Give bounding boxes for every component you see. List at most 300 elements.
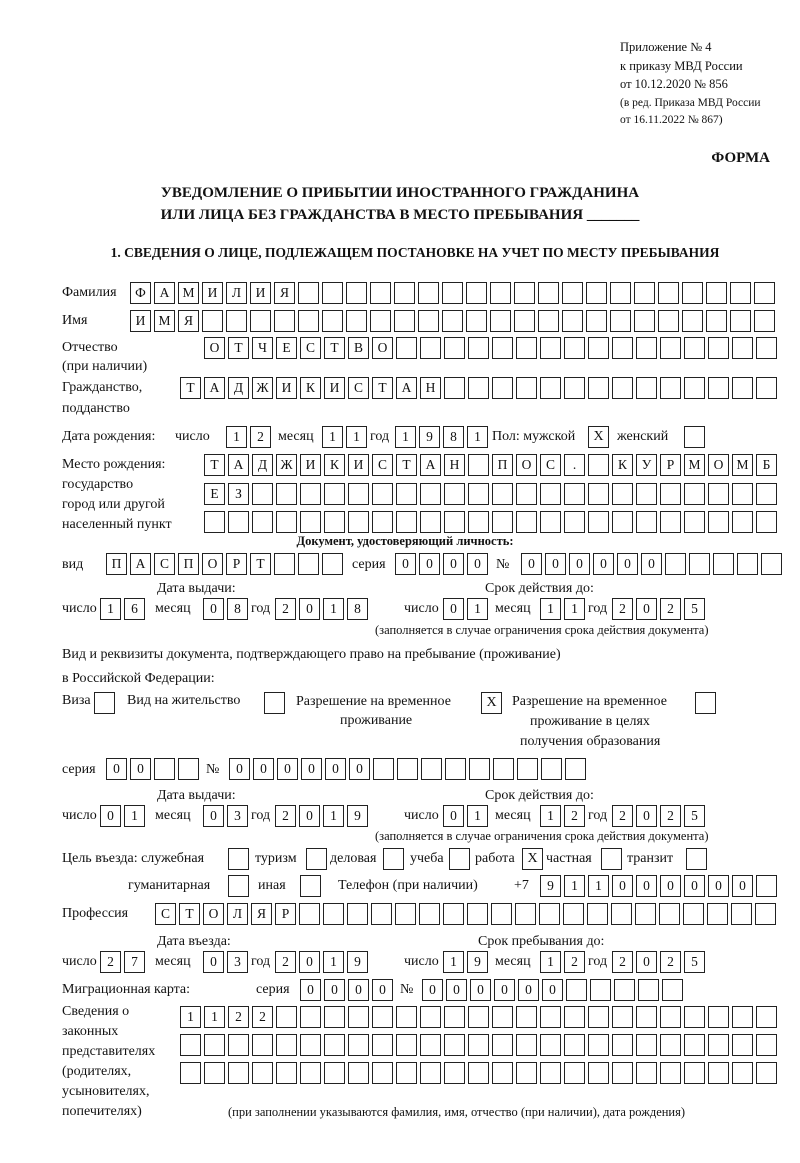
- stay-until-day[interactable]: [443, 951, 488, 973]
- char-cell[interactable]: 2: [660, 951, 681, 973]
- char-cell[interactable]: [348, 511, 369, 533]
- char-cell[interactable]: [754, 282, 775, 304]
- char-cell[interactable]: [370, 310, 391, 332]
- char-cell[interactable]: О: [516, 454, 537, 476]
- char-cell[interactable]: [660, 1034, 681, 1056]
- char-cell[interactable]: [540, 1006, 561, 1028]
- char-cell[interactable]: Т: [324, 337, 345, 359]
- char-cell[interactable]: 0: [641, 553, 662, 575]
- char-cell[interactable]: [659, 903, 680, 925]
- char-cell[interactable]: [517, 758, 538, 780]
- char-cell[interactable]: М: [178, 282, 199, 304]
- char-cell[interactable]: 0: [684, 875, 705, 897]
- char-cell[interactable]: [516, 1034, 537, 1056]
- char-cell[interactable]: [395, 903, 416, 925]
- char-cell[interactable]: [756, 1006, 777, 1028]
- char-cell[interactable]: 5: [684, 598, 705, 620]
- char-cell[interactable]: [756, 511, 777, 533]
- char-cell[interactable]: [516, 377, 537, 399]
- doc-issue-month[interactable]: [203, 598, 248, 620]
- char-cell[interactable]: [396, 1062, 417, 1084]
- char-cell[interactable]: 1: [467, 805, 488, 827]
- char-cell[interactable]: [324, 1006, 345, 1028]
- char-cell[interactable]: Л: [227, 903, 248, 925]
- char-cell[interactable]: [756, 483, 777, 505]
- char-cell[interactable]: [324, 1062, 345, 1084]
- char-cell[interactable]: [588, 483, 609, 505]
- char-cell[interactable]: 0: [443, 553, 464, 575]
- char-cell[interactable]: Б: [756, 454, 777, 476]
- char-cell[interactable]: 0: [569, 553, 590, 575]
- char-cell[interactable]: Т: [180, 377, 201, 399]
- char-cell[interactable]: 0: [446, 979, 467, 1001]
- char-cell[interactable]: [276, 511, 297, 533]
- char-cell[interactable]: [730, 282, 751, 304]
- char-cell[interactable]: 2: [660, 805, 681, 827]
- char-cell[interactable]: 0: [130, 758, 151, 780]
- patronymic-field[interactable]: [204, 337, 777, 359]
- char-cell[interactable]: [204, 1062, 225, 1084]
- char-cell[interactable]: [612, 1006, 633, 1028]
- right-series-field[interactable]: [106, 758, 199, 780]
- char-cell[interactable]: [564, 511, 585, 533]
- char-cell[interactable]: [684, 377, 705, 399]
- char-cell[interactable]: [756, 875, 777, 897]
- char-cell[interactable]: 9: [540, 875, 561, 897]
- char-cell[interactable]: [611, 903, 632, 925]
- char-cell[interactable]: Ж: [276, 454, 297, 476]
- char-cell[interactable]: 2: [252, 1006, 273, 1028]
- char-cell[interactable]: 0: [422, 979, 443, 1001]
- birth-year-field[interactable]: [395, 426, 488, 448]
- char-cell[interactable]: [761, 553, 782, 575]
- char-cell[interactable]: 0: [518, 979, 539, 1001]
- doc-kind-field[interactable]: [106, 553, 343, 575]
- purpose-official-checkbox[interactable]: [228, 848, 249, 870]
- char-cell[interactable]: [493, 758, 514, 780]
- char-cell[interactable]: 1: [226, 426, 247, 448]
- char-cell[interactable]: 0: [277, 758, 298, 780]
- char-cell[interactable]: [689, 553, 710, 575]
- char-cell[interactable]: [588, 1062, 609, 1084]
- char-cell[interactable]: [562, 310, 583, 332]
- char-cell[interactable]: [565, 758, 586, 780]
- char-cell[interactable]: [684, 1034, 705, 1056]
- char-cell[interactable]: 0: [299, 598, 320, 620]
- char-cell[interactable]: 8: [227, 598, 248, 620]
- char-cell[interactable]: 8: [347, 598, 368, 620]
- char-cell[interactable]: [444, 1006, 465, 1028]
- char-cell[interactable]: [178, 758, 199, 780]
- doc-valid-day[interactable]: [443, 598, 488, 620]
- right-valid-day[interactable]: [443, 805, 488, 827]
- char-cell[interactable]: К: [324, 454, 345, 476]
- char-cell[interactable]: [347, 903, 368, 925]
- char-cell[interactable]: [394, 310, 415, 332]
- char-cell[interactable]: [490, 282, 511, 304]
- char-cell[interactable]: 8: [443, 426, 464, 448]
- char-cell[interactable]: [684, 337, 705, 359]
- doc-issue-year[interactable]: [275, 598, 368, 620]
- char-cell[interactable]: [732, 483, 753, 505]
- char-cell[interactable]: [322, 282, 343, 304]
- char-cell[interactable]: [706, 282, 727, 304]
- char-cell[interactable]: [444, 337, 465, 359]
- char-cell[interactable]: 1: [395, 426, 416, 448]
- char-cell[interactable]: 0: [395, 553, 416, 575]
- char-cell[interactable]: Я: [178, 310, 199, 332]
- char-cell[interactable]: 9: [347, 805, 368, 827]
- char-cell[interactable]: 2: [250, 426, 271, 448]
- char-cell[interactable]: [540, 1034, 561, 1056]
- char-cell[interactable]: [636, 1034, 657, 1056]
- char-cell[interactable]: 0: [300, 979, 321, 1001]
- char-cell[interactable]: 1: [204, 1006, 225, 1028]
- char-cell[interactable]: [713, 553, 734, 575]
- char-cell[interactable]: [418, 310, 439, 332]
- char-cell[interactable]: О: [202, 553, 223, 575]
- phone-field[interactable]: [540, 875, 777, 897]
- char-cell[interactable]: 0: [253, 758, 274, 780]
- char-cell[interactable]: 0: [443, 805, 464, 827]
- char-cell[interactable]: Е: [204, 483, 225, 505]
- char-cell[interactable]: К: [300, 377, 321, 399]
- char-cell[interactable]: И: [130, 310, 151, 332]
- char-cell[interactable]: Ж: [252, 377, 273, 399]
- char-cell[interactable]: [372, 1062, 393, 1084]
- char-cell[interactable]: [324, 483, 345, 505]
- char-cell[interactable]: [564, 377, 585, 399]
- char-cell[interactable]: [300, 1006, 321, 1028]
- char-cell[interactable]: [466, 310, 487, 332]
- char-cell[interactable]: [588, 1034, 609, 1056]
- char-cell[interactable]: И: [276, 377, 297, 399]
- char-cell[interactable]: [708, 1006, 729, 1028]
- char-cell[interactable]: [564, 1062, 585, 1084]
- char-cell[interactable]: [610, 310, 631, 332]
- purpose-transit-checkbox[interactable]: [686, 848, 707, 870]
- char-cell[interactable]: [418, 282, 439, 304]
- char-cell[interactable]: М: [684, 454, 705, 476]
- char-cell[interactable]: [684, 1006, 705, 1028]
- char-cell[interactable]: Л: [226, 282, 247, 304]
- char-cell[interactable]: 1: [540, 951, 561, 973]
- char-cell[interactable]: 5: [684, 805, 705, 827]
- char-cell[interactable]: [322, 310, 343, 332]
- char-cell[interactable]: Я: [251, 903, 272, 925]
- char-cell[interactable]: [732, 1006, 753, 1028]
- char-cell[interactable]: [492, 337, 513, 359]
- char-cell[interactable]: 0: [732, 875, 753, 897]
- char-cell[interactable]: 2: [612, 951, 633, 973]
- char-cell[interactable]: [468, 1062, 489, 1084]
- birth-month-field[interactable]: [322, 426, 367, 448]
- char-cell[interactable]: 1: [323, 951, 344, 973]
- birth-place-line2[interactable]: [204, 483, 777, 505]
- char-cell[interactable]: С: [372, 454, 393, 476]
- char-cell[interactable]: [708, 337, 729, 359]
- purpose-tourism-checkbox[interactable]: [306, 848, 327, 870]
- char-cell[interactable]: Н: [444, 454, 465, 476]
- char-cell[interactable]: 1: [124, 805, 145, 827]
- char-cell[interactable]: Т: [228, 337, 249, 359]
- char-cell[interactable]: [732, 377, 753, 399]
- char-cell[interactable]: [516, 1006, 537, 1028]
- char-cell[interactable]: [274, 553, 295, 575]
- char-cell[interactable]: [660, 483, 681, 505]
- char-cell[interactable]: 0: [636, 875, 657, 897]
- right-valid-year[interactable]: [612, 805, 705, 827]
- char-cell[interactable]: 9: [467, 951, 488, 973]
- char-cell[interactable]: А: [420, 454, 441, 476]
- char-cell[interactable]: [348, 483, 369, 505]
- char-cell[interactable]: [444, 377, 465, 399]
- char-cell[interactable]: [588, 377, 609, 399]
- char-cell[interactable]: [252, 511, 273, 533]
- char-cell[interactable]: [540, 483, 561, 505]
- char-cell[interactable]: [492, 511, 513, 533]
- char-cell[interactable]: [492, 1034, 513, 1056]
- char-cell[interactable]: И: [250, 282, 271, 304]
- char-cell[interactable]: [396, 1006, 417, 1028]
- purpose-work-checkbox[interactable]: X: [522, 848, 543, 870]
- char-cell[interactable]: 0: [299, 951, 320, 973]
- char-cell[interactable]: О: [708, 454, 729, 476]
- char-cell[interactable]: [708, 511, 729, 533]
- char-cell[interactable]: О: [204, 337, 225, 359]
- char-cell[interactable]: [540, 1062, 561, 1084]
- char-cell[interactable]: [444, 1062, 465, 1084]
- char-cell[interactable]: 0: [545, 553, 566, 575]
- char-cell[interactable]: 0: [203, 805, 224, 827]
- char-cell[interactable]: [202, 310, 223, 332]
- char-cell[interactable]: [612, 483, 633, 505]
- char-cell[interactable]: 0: [636, 951, 657, 973]
- char-cell[interactable]: [372, 483, 393, 505]
- char-cell[interactable]: [420, 1062, 441, 1084]
- char-cell[interactable]: Т: [204, 454, 225, 476]
- purpose-other-checkbox[interactable]: [300, 875, 321, 897]
- char-cell[interactable]: 2: [228, 1006, 249, 1028]
- char-cell[interactable]: .: [564, 454, 585, 476]
- char-cell[interactable]: [394, 282, 415, 304]
- char-cell[interactable]: [372, 1034, 393, 1056]
- char-cell[interactable]: [300, 483, 321, 505]
- char-cell[interactable]: [660, 337, 681, 359]
- char-cell[interactable]: [516, 511, 537, 533]
- name-field[interactable]: [130, 310, 775, 332]
- char-cell[interactable]: 2: [275, 805, 296, 827]
- right-valid-month[interactable]: [540, 805, 585, 827]
- char-cell[interactable]: Ч: [252, 337, 273, 359]
- char-cell[interactable]: С: [348, 377, 369, 399]
- char-cell[interactable]: [492, 1062, 513, 1084]
- char-cell[interactable]: 0: [617, 553, 638, 575]
- char-cell[interactable]: 1: [323, 805, 344, 827]
- char-cell[interactable]: 0: [203, 951, 224, 973]
- char-cell[interactable]: [590, 979, 611, 1001]
- char-cell[interactable]: [276, 1006, 297, 1028]
- char-cell[interactable]: [250, 310, 271, 332]
- char-cell[interactable]: П: [178, 553, 199, 575]
- char-cell[interactable]: 1: [100, 598, 121, 620]
- char-cell[interactable]: [540, 511, 561, 533]
- char-cell[interactable]: [730, 310, 751, 332]
- char-cell[interactable]: Ф: [130, 282, 151, 304]
- char-cell[interactable]: [421, 758, 442, 780]
- char-cell[interactable]: 1: [540, 805, 561, 827]
- char-cell[interactable]: Т: [396, 454, 417, 476]
- purpose-business-checkbox[interactable]: [383, 848, 404, 870]
- char-cell[interactable]: 0: [349, 758, 370, 780]
- char-cell[interactable]: [396, 1034, 417, 1056]
- char-cell[interactable]: [276, 483, 297, 505]
- char-cell[interactable]: 3: [227, 951, 248, 973]
- char-cell[interactable]: 0: [612, 875, 633, 897]
- char-cell[interactable]: [180, 1062, 201, 1084]
- char-cell[interactable]: И: [202, 282, 223, 304]
- char-cell[interactable]: [636, 377, 657, 399]
- char-cell[interactable]: Р: [275, 903, 296, 925]
- char-cell[interactable]: 2: [660, 598, 681, 620]
- char-cell[interactable]: [396, 483, 417, 505]
- char-cell[interactable]: [612, 511, 633, 533]
- char-cell[interactable]: [397, 758, 418, 780]
- visa-checkbox[interactable]: [94, 692, 115, 714]
- char-cell[interactable]: [538, 282, 559, 304]
- char-cell[interactable]: [420, 1034, 441, 1056]
- doc-valid-month[interactable]: [540, 598, 585, 620]
- char-cell[interactable]: [708, 1062, 729, 1084]
- char-cell[interactable]: [444, 483, 465, 505]
- char-cell[interactable]: [299, 903, 320, 925]
- char-cell[interactable]: [708, 377, 729, 399]
- char-cell[interactable]: Т: [179, 903, 200, 925]
- char-cell[interactable]: [324, 1034, 345, 1056]
- char-cell[interactable]: Я: [274, 282, 295, 304]
- char-cell[interactable]: [564, 1034, 585, 1056]
- char-cell[interactable]: 1: [540, 598, 561, 620]
- char-cell[interactable]: [516, 1062, 537, 1084]
- char-cell[interactable]: И: [348, 454, 369, 476]
- residence-checkbox[interactable]: [264, 692, 285, 714]
- char-cell[interactable]: 1: [323, 598, 344, 620]
- char-cell[interactable]: 0: [636, 598, 657, 620]
- char-cell[interactable]: 1: [467, 426, 488, 448]
- reps-line2[interactable]: [180, 1034, 777, 1056]
- char-cell[interactable]: [684, 511, 705, 533]
- char-cell[interactable]: [564, 483, 585, 505]
- char-cell[interactable]: [588, 1006, 609, 1028]
- char-cell[interactable]: [588, 511, 609, 533]
- char-cell[interactable]: [516, 483, 537, 505]
- char-cell[interactable]: С: [540, 454, 561, 476]
- doc-issue-day[interactable]: [100, 598, 145, 620]
- char-cell[interactable]: [324, 511, 345, 533]
- char-cell[interactable]: [468, 454, 489, 476]
- char-cell[interactable]: 0: [229, 758, 250, 780]
- char-cell[interactable]: [468, 377, 489, 399]
- char-cell[interactable]: [586, 310, 607, 332]
- migration-series-field[interactable]: [300, 979, 393, 1001]
- char-cell[interactable]: [467, 903, 488, 925]
- char-cell[interactable]: [226, 310, 247, 332]
- char-cell[interactable]: [684, 483, 705, 505]
- char-cell[interactable]: 0: [593, 553, 614, 575]
- char-cell[interactable]: [348, 1062, 369, 1084]
- edu-permit-checkbox[interactable]: [695, 692, 716, 714]
- char-cell[interactable]: [514, 310, 535, 332]
- char-cell[interactable]: [732, 1062, 753, 1084]
- char-cell[interactable]: [204, 511, 225, 533]
- char-cell[interactable]: 6: [124, 598, 145, 620]
- char-cell[interactable]: [348, 1006, 369, 1028]
- char-cell[interactable]: 0: [636, 805, 657, 827]
- char-cell[interactable]: [665, 553, 686, 575]
- char-cell[interactable]: 1: [467, 598, 488, 620]
- char-cell[interactable]: А: [204, 377, 225, 399]
- char-cell[interactable]: К: [612, 454, 633, 476]
- char-cell[interactable]: [444, 1034, 465, 1056]
- char-cell[interactable]: [737, 553, 758, 575]
- char-cell[interactable]: [419, 903, 440, 925]
- doc-number-field[interactable]: [521, 553, 782, 575]
- char-cell[interactable]: И: [300, 454, 321, 476]
- char-cell[interactable]: [612, 337, 633, 359]
- char-cell[interactable]: 0: [203, 598, 224, 620]
- right-number-field[interactable]: [229, 758, 586, 780]
- purpose-humanitarian-checkbox[interactable]: [228, 875, 249, 897]
- birth-place-line1[interactable]: [204, 454, 777, 476]
- char-cell[interactable]: 0: [348, 979, 369, 1001]
- char-cell[interactable]: 9: [419, 426, 440, 448]
- char-cell[interactable]: [635, 903, 656, 925]
- char-cell[interactable]: [756, 1062, 777, 1084]
- char-cell[interactable]: [180, 1034, 201, 1056]
- char-cell[interactable]: [684, 1062, 705, 1084]
- char-cell[interactable]: 1: [443, 951, 464, 973]
- char-cell[interactable]: М: [732, 454, 753, 476]
- char-cell[interactable]: 0: [470, 979, 491, 1001]
- char-cell[interactable]: [610, 282, 631, 304]
- char-cell[interactable]: [587, 903, 608, 925]
- char-cell[interactable]: [442, 310, 463, 332]
- doc-valid-year[interactable]: [612, 598, 705, 620]
- char-cell[interactable]: [492, 483, 513, 505]
- char-cell[interactable]: [707, 903, 728, 925]
- char-cell[interactable]: [372, 1006, 393, 1028]
- char-cell[interactable]: [468, 483, 489, 505]
- char-cell[interactable]: [396, 337, 417, 359]
- char-cell[interactable]: [274, 310, 295, 332]
- char-cell[interactable]: [420, 511, 441, 533]
- char-cell[interactable]: [636, 1062, 657, 1084]
- char-cell[interactable]: [612, 1062, 633, 1084]
- citizenship-field[interactable]: [180, 377, 777, 399]
- char-cell[interactable]: [442, 282, 463, 304]
- char-cell[interactable]: Е: [276, 337, 297, 359]
- char-cell[interactable]: 1: [180, 1006, 201, 1028]
- char-cell[interactable]: [514, 282, 535, 304]
- char-cell[interactable]: А: [130, 553, 151, 575]
- char-cell[interactable]: 2: [612, 805, 633, 827]
- reps-line1[interactable]: [180, 1006, 777, 1028]
- birth-place-line3[interactable]: [204, 511, 777, 533]
- char-cell[interactable]: [228, 511, 249, 533]
- char-cell[interactable]: [706, 310, 727, 332]
- char-cell[interactable]: [300, 1062, 321, 1084]
- char-cell[interactable]: [756, 377, 777, 399]
